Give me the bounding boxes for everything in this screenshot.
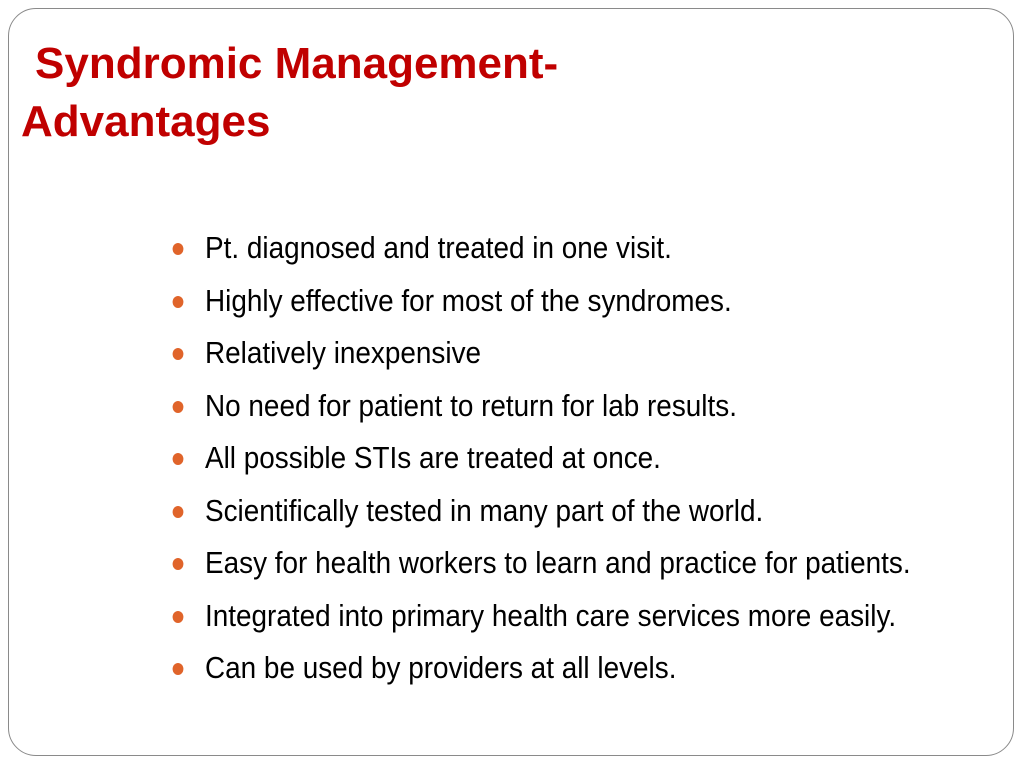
bullet-dot-icon [173, 558, 184, 570]
slide-title-line-1: Syndromic Management- [35, 39, 559, 88]
bullet-text: Easy for health workers to learn and practice for patients. [205, 545, 911, 580]
bullet-text: Integrated into primary health care services more easily. [205, 597, 897, 633]
slide [8, 8, 1014, 756]
bullet-dot-icon [173, 401, 184, 413]
bullet-list [169, 225, 911, 698]
bullet-item [169, 435, 911, 488]
bullet-text: Relatively inexpensive [205, 335, 482, 370]
bullet-item [169, 383, 911, 436]
bullet-dot-icon [173, 506, 184, 518]
bullet-item [169, 488, 911, 541]
bullet-dot-icon [173, 243, 184, 255]
bullet-text: Scientifically tested in many part of the world. [205, 492, 764, 528]
bullet-item [169, 278, 911, 331]
bullet-text: Pt. diagnosed and treated in one visit. [205, 230, 672, 265]
bullet-dot-icon [173, 453, 184, 465]
bullet-text: No need for patient to return for lab results. [205, 387, 737, 423]
bullet-item [169, 330, 911, 383]
bullet-item [169, 593, 911, 646]
bullet-dot-icon [173, 296, 184, 308]
bullet-item [169, 225, 911, 278]
bullet-item [169, 645, 911, 698]
bullet-dot-icon [173, 663, 184, 675]
bullet-dot-icon [173, 611, 184, 623]
bullet-dot-icon [173, 348, 184, 360]
bullet-text: Can be used by providers at all levels. [205, 650, 677, 685]
slide-title [21, 35, 558, 151]
bullet-item [169, 540, 911, 593]
slide-title-line-2: Advantages [21, 97, 271, 146]
bullet-text: Highly effective for most of the syndromes. [205, 282, 732, 318]
bullet-text: All possible STIs are treated at once. [205, 440, 661, 475]
